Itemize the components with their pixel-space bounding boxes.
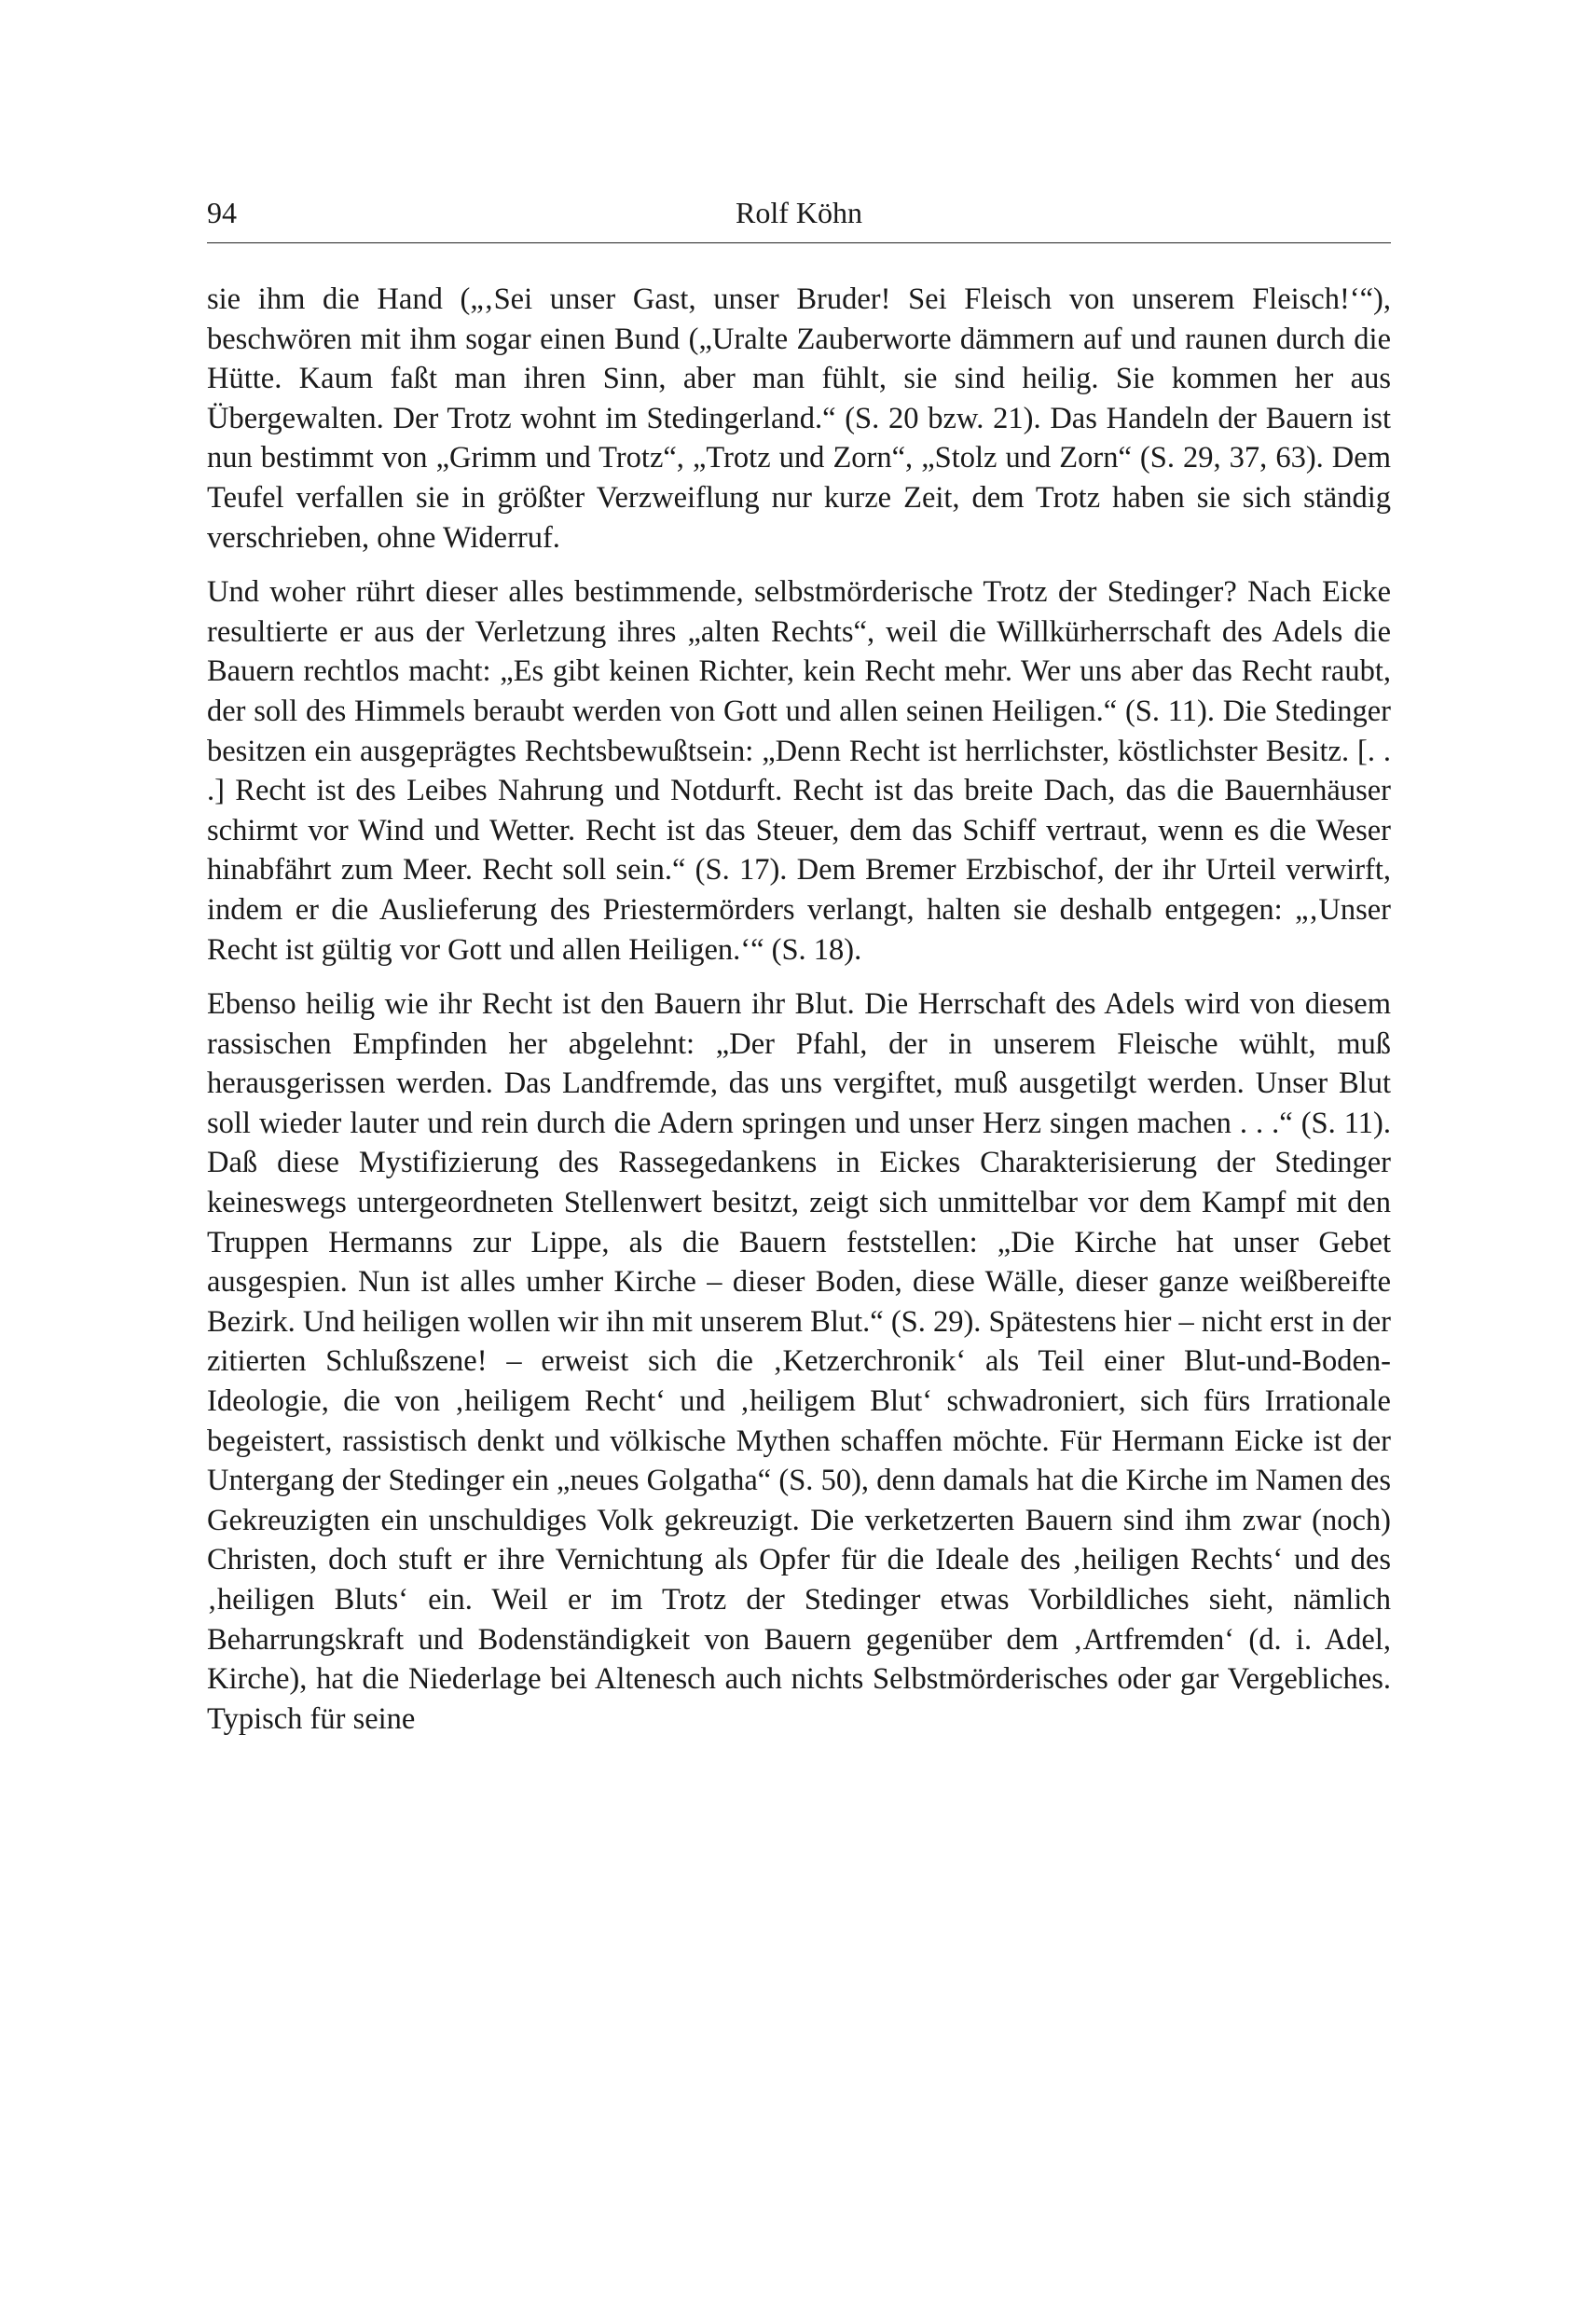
body-text — [207, 280, 1391, 1739]
paragraph-2: Und woher rührt dieser alles bestimmende, selbstmörderische Trotz der Stedinger? Nach Eicke resultierte er aus der Verletzung ihres „alten Rechts“, weil die Willkürherrschaft des Adels die Bauern rechtlos macht: „Es gibt keinen Richter, kein Recht mehr. Wer uns aber das Recht raubt, der soll des Himmels beraubt werden von Gott und allen seinen Heiligen.“ (S. 11). Die Stedinger besitzen ein ausgeprägtes Rechtsbewußtsein: „Denn Recht ist herrlichster, köstlichster Besitz. [. . .] Recht ist des Leibes Nahrung und Notdurft. Recht ist das breite Dach, das die Bauernhäuser schirmt vor Wind und Wetter. Recht ist das Steuer, dem das Schiff vertraut, wenn es die Weser hinabfährt zum Meer. Recht soll sein.“ (S. 17). Dem Bremer Erzbischof, der ihr Urteil verwirft, indem er die Auslieferung des Priestermörders verlangt, halten sie deshalb entgegen: „‚Unser Recht ist gültig vor Gott und allen Heiligen.‘“ (S. 18). — [207, 575, 1391, 967]
running-head: Rolf Köhn — [736, 196, 862, 229]
paragraph-1: sie ihm die Hand („‚Sei unser Gast, unser Bruder! Sei Fleisch von unserem Fleisch!‘“), beschwören mit ihm sogar einen Bund („Uralte Zauberworte dämmern auf und raunen durch die Hütte. Kaum faßt man ihren Sinn, aber man fühlt, sie sind heilig. Sie kommen her aus Übergewalten. Der Trotz wohnt im Stedingerland.“ (S. 20 bzw. 21). Das Handeln der Bauern ist nun bestimmt von „Grimm und Trotz“, „Trotz und Zorn“, „Stolz und Zorn“ (S. 29, 37, 63). Dem Teufel verfallen sie in größter Verzweiflung nur kurze Zeit, dem Trotz haben sie sich ständig verschrieben, ohne Widerruf. — [207, 282, 1391, 555]
page-number: 94 — [207, 196, 237, 229]
page-header — [207, 194, 1391, 243]
paragraph-3: Ebenso heilig wie ihr Recht ist den Bauern ihr Blut. Die Herrschaft des Adels wird von diesem rassischen Empfinden her abgelehnt: „Der Pfahl, der in unserem Fleische wühlt, muß herausgerissen werden. Das Landfremde, das uns vergiftet, muß ausgetilgt werden. Unser Blut soll wieder lauter und rein durch die Adern springen und unser Herz singen machen . . .“ (S. 11). Daß diese Mystifizierung des Rassegedankens in Eickes Charakterisierung der Stedinger keineswegs untergeordneten Stellenwert besitzt, zeigt sich unmittelbar vor dem Kampf mit den Truppen Hermanns zur Lippe, als die Bauern feststellen: „Die Kirche hat unser Gebet ausgespien. Nun ist alles umher Kirche – dieser Boden, diese Wälle, dieser ganze weißbereifte Bezirk. Und heiligen wollen wir ihn mit unserem Blut.“ (S. 29). Spätestens hier – nicht erst in der zitierten Schlußszene! – erweist sich die ‚Ketzerchronik‘ als Teil einer Blut-und-Boden-Ideologie, die von ‚heiligem Recht‘ und ‚heiligem Blut‘ schwadroniert, sich fürs Irrationale begeistert, rassistisch denkt und völkische Mythen schaffen möchte. Für Hermann Eicke ist der Untergang der Stedinger ein „neues Golgatha“ (S. 50), denn damals hat die Kirche im Namen des Gekreuzigten ein unschuldiges Volk gekreuzigt. Die verketzerten Bauern sind ihm zwar (noch) Christen, doch stuft er ihre Vernichtung als Opfer für die Ideale des ‚heiligen Rechts‘ und des ‚heiligen Bluts‘ ein. Weil er im Trotz der Stedinger etwas Vorbildliches sieht, nämlich Beharrungskraft und Bodenständigkeit von Bauern gegenüber dem ‚Artfremden‘ (d. i. Adel, Kirche), hat die Niederlage bei Altenesch auch nichts Selbstmörderisches oder gar Vergebliches. Typisch für seine — [207, 987, 1391, 1736]
